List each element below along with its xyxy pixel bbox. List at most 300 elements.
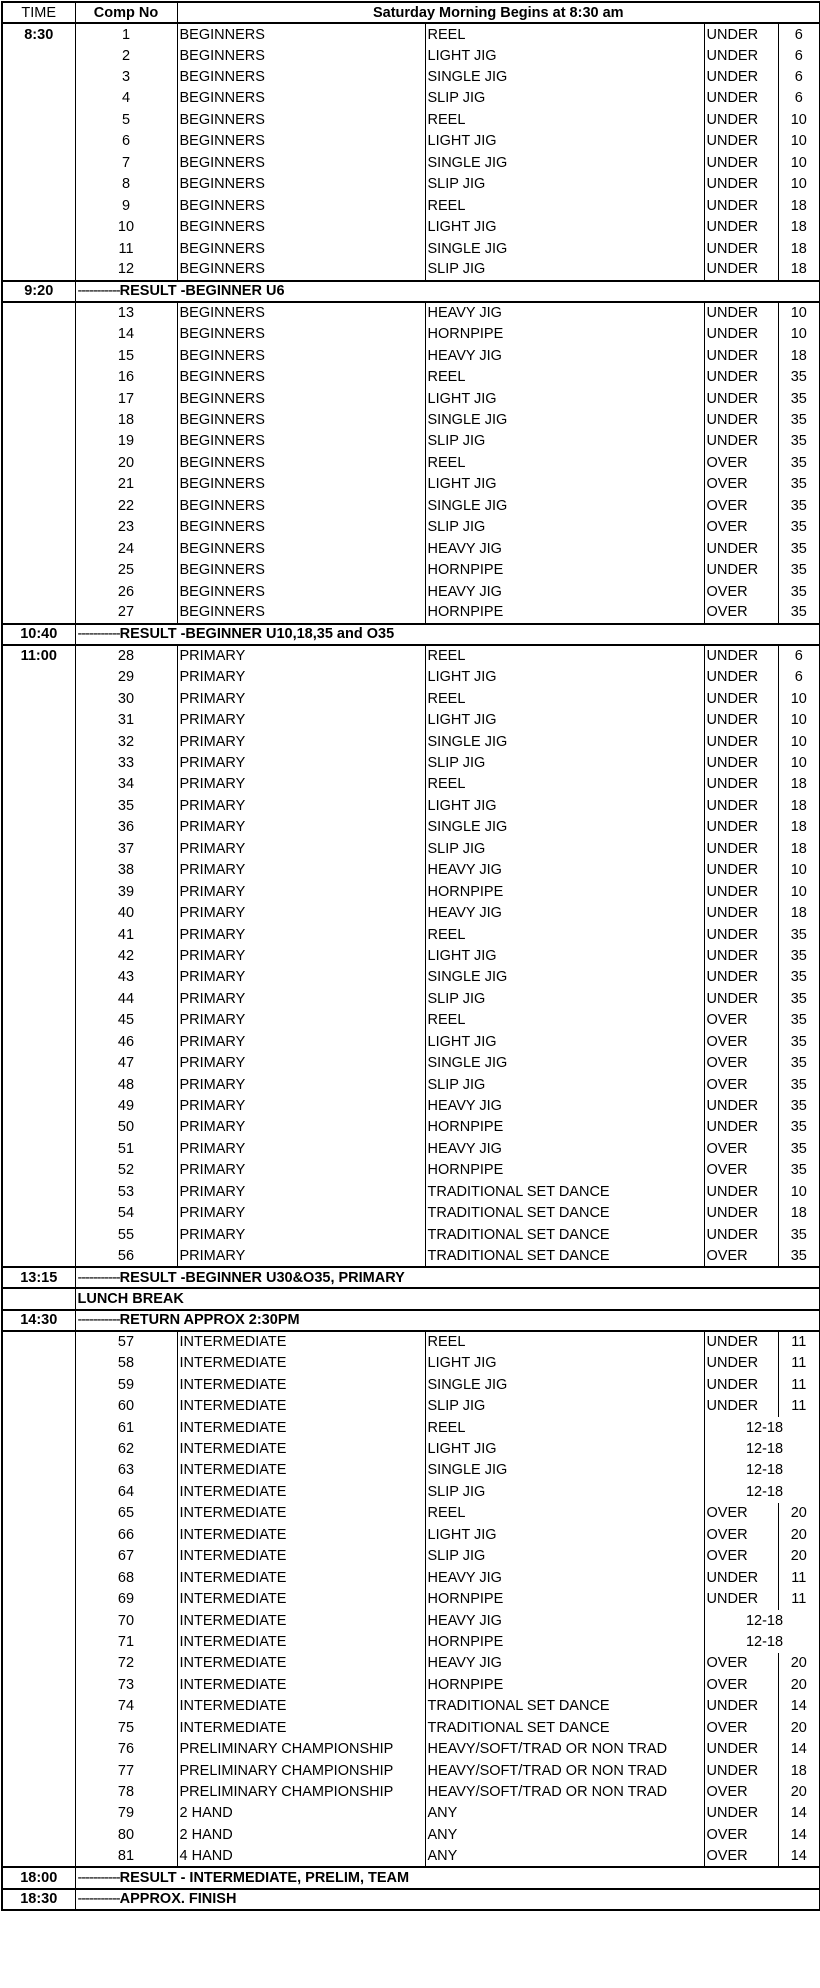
level-cell: INTERMEDIATE	[177, 1374, 425, 1395]
competition-row	[2, 238, 820, 259]
comp-number: 37	[75, 838, 177, 859]
time-cell	[2, 1524, 75, 1545]
competition-row	[2, 945, 820, 966]
competition-row	[2, 988, 820, 1009]
comp-number: 47	[75, 1052, 177, 1073]
under-over-cell: UNDER	[704, 559, 778, 580]
level-cell: BEGINNERS	[177, 238, 425, 259]
dance-cell: TRADITIONAL SET DANCE	[425, 1696, 704, 1717]
time-cell	[2, 1374, 75, 1395]
competition-row	[2, 1374, 820, 1395]
time-cell	[2, 538, 75, 559]
time-cell	[2, 1481, 75, 1502]
age-cell: 10	[778, 752, 820, 773]
time-cell	[2, 1546, 75, 1567]
message-text: LUNCH BREAK	[77, 1290, 184, 1307]
dance-cell: HORNPIPE	[425, 881, 704, 902]
time-cell	[2, 1653, 75, 1674]
time-cell	[2, 66, 75, 87]
comp-number: 9	[75, 195, 177, 216]
competition-row	[2, 1803, 820, 1824]
comp-number: 45	[75, 1010, 177, 1031]
level-cell: PRELIMINARY CHAMPIONSHIP	[177, 1781, 425, 1802]
level-cell: PRIMARY	[177, 667, 425, 688]
time-cell	[2, 1803, 75, 1824]
dance-cell: SLIP JIG	[425, 1481, 704, 1502]
comp-number: 66	[75, 1524, 177, 1545]
level-cell: 4 HAND	[177, 1846, 425, 1867]
session-title: Saturday Morning Begins at 8:30 am	[177, 2, 820, 23]
time-cell: 14:30	[2, 1310, 75, 1331]
comp-number: 51	[75, 1138, 177, 1159]
competition-row	[2, 1203, 820, 1224]
under-over-cell: OVER	[704, 1674, 778, 1695]
age-cell: 11	[778, 1353, 820, 1374]
dance-cell: LIGHT JIG	[425, 1353, 704, 1374]
level-cell: BEGINNERS	[177, 345, 425, 366]
competition-row	[2, 1138, 820, 1159]
competition-row	[2, 1610, 820, 1631]
level-cell: BEGINNERS	[177, 581, 425, 602]
competition-row	[2, 667, 820, 688]
competition-row	[2, 195, 820, 216]
comp-number: 20	[75, 452, 177, 473]
level-cell: INTERMEDIATE	[177, 1460, 425, 1481]
age-cell: 18	[778, 902, 820, 923]
under-over-cell: UNDER	[704, 409, 778, 430]
dance-cell: SLIP JIG	[425, 1546, 704, 1567]
dance-cell: HORNPIPE	[425, 1588, 704, 1609]
dance-cell: LIGHT JIG	[425, 45, 704, 66]
age-cell: 35	[778, 366, 820, 387]
competition-row	[2, 1588, 820, 1609]
comp-number: 12	[75, 259, 177, 280]
under-over-cell: UNDER	[704, 924, 778, 945]
competition-row	[2, 902, 820, 923]
age-cell: 10	[778, 1181, 820, 1202]
dance-cell: REEL	[425, 645, 704, 666]
level-cell: PRIMARY	[177, 774, 425, 795]
comp-number: 77	[75, 1760, 177, 1781]
age-cell: 35	[778, 924, 820, 945]
comp-number: 25	[75, 559, 177, 580]
comp-number: 6	[75, 131, 177, 152]
level-cell: PRELIMINARY CHAMPIONSHIP	[177, 1738, 425, 1759]
dance-cell: HORNPIPE	[425, 559, 704, 580]
result-row	[2, 281, 820, 302]
comp-number: 57	[75, 1331, 177, 1352]
under-over-cell: UNDER	[704, 1395, 778, 1416]
under-over-cell: UNDER	[704, 109, 778, 130]
dance-cell: HORNPIPE	[425, 1674, 704, 1695]
time-cell	[2, 152, 75, 173]
age-cell: 14	[778, 1738, 820, 1759]
age-cell: 6	[778, 88, 820, 109]
dance-cell: SINGLE JIG	[425, 152, 704, 173]
under-over-cell: UNDER	[704, 709, 778, 730]
time-cell	[2, 216, 75, 237]
dance-cell: TRADITIONAL SET DANCE	[425, 1245, 704, 1266]
time-cell	[2, 1095, 75, 1116]
comp-number: 10	[75, 216, 177, 237]
level-cell: PRIMARY	[177, 1117, 425, 1138]
level-cell: INTERMEDIATE	[177, 1395, 425, 1416]
time-cell	[2, 602, 75, 623]
competition-row	[2, 259, 820, 280]
competition-row	[2, 1653, 820, 1674]
competition-row	[2, 152, 820, 173]
time-cell	[2, 559, 75, 580]
age-cell: 14	[778, 1846, 820, 1867]
age-cell: 6	[778, 23, 820, 44]
competition-row	[2, 66, 820, 87]
competition-row	[2, 1331, 820, 1352]
under-over-cell: OVER	[704, 474, 778, 495]
competition-row	[2, 581, 820, 602]
comp-number: 40	[75, 902, 177, 923]
dance-cell: SINGLE JIG	[425, 1052, 704, 1073]
result-row	[2, 1889, 820, 1910]
level-cell: INTERMEDIATE	[177, 1588, 425, 1609]
age-range-cell: 12-18	[704, 1481, 820, 1502]
time-cell	[2, 1395, 75, 1416]
dash-leader: -----------	[77, 626, 120, 643]
comp-number: 73	[75, 1674, 177, 1695]
competition-row	[2, 731, 820, 752]
comp-number: 8	[75, 174, 177, 195]
time-cell	[2, 474, 75, 495]
age-cell: 10	[778, 688, 820, 709]
age-cell: 18	[778, 838, 820, 859]
dash-leader: -----------	[77, 283, 120, 300]
under-over-cell: UNDER	[704, 345, 778, 366]
age-cell: 35	[778, 431, 820, 452]
lunch-break-row	[2, 1288, 820, 1309]
time-cell: 18:00	[2, 1867, 75, 1888]
dance-cell: REEL	[425, 1331, 704, 1352]
under-over-cell: UNDER	[704, 388, 778, 409]
age-cell: 10	[778, 131, 820, 152]
comp-number: 56	[75, 1245, 177, 1266]
under-over-cell: UNDER	[704, 366, 778, 387]
under-over-cell: UNDER	[704, 988, 778, 1009]
comp-number: 35	[75, 795, 177, 816]
age-cell: 14	[778, 1696, 820, 1717]
time-cell	[2, 302, 75, 323]
age-cell: 35	[778, 559, 820, 580]
dance-cell: SINGLE JIG	[425, 1460, 704, 1481]
dance-cell: REEL	[425, 1503, 704, 1524]
under-over-cell: UNDER	[704, 1117, 778, 1138]
level-cell: BEGINNERS	[177, 559, 425, 580]
under-over-cell: OVER	[704, 1524, 778, 1545]
time-cell	[2, 967, 75, 988]
message-text: APPROX. FINISH	[119, 1891, 237, 1908]
comp-no-header: Comp No	[75, 2, 177, 23]
time-cell	[2, 667, 75, 688]
time-cell	[2, 795, 75, 816]
age-cell: 35	[778, 1010, 820, 1031]
age-cell: 20	[778, 1674, 820, 1695]
under-over-cell: UNDER	[704, 1738, 778, 1759]
competition-row	[2, 1117, 820, 1138]
level-cell: INTERMEDIATE	[177, 1503, 425, 1524]
age-cell: 10	[778, 109, 820, 130]
age-cell: 35	[778, 1138, 820, 1159]
dance-cell: SINGLE JIG	[425, 66, 704, 87]
age-cell: 11	[778, 1588, 820, 1609]
under-over-cell: UNDER	[704, 152, 778, 173]
competition-row	[2, 602, 820, 623]
level-cell: INTERMEDIATE	[177, 1331, 425, 1352]
comp-number: 5	[75, 109, 177, 130]
competition-row	[2, 431, 820, 452]
competition-row	[2, 1524, 820, 1545]
level-cell: INTERMEDIATE	[177, 1417, 425, 1438]
competition-row	[2, 1031, 820, 1052]
competition-row	[2, 688, 820, 709]
dance-cell: TRADITIONAL SET DANCE	[425, 1181, 704, 1202]
level-cell: PRIMARY	[177, 1224, 425, 1245]
under-over-cell: OVER	[704, 1781, 778, 1802]
time-cell	[2, 495, 75, 516]
under-over-cell: OVER	[704, 1010, 778, 1031]
comp-number: 59	[75, 1374, 177, 1395]
under-over-cell: UNDER	[704, 881, 778, 902]
time-cell	[2, 1567, 75, 1588]
under-over-cell: UNDER	[704, 902, 778, 923]
time-cell	[2, 731, 75, 752]
time-cell	[2, 259, 75, 280]
comp-number: 67	[75, 1546, 177, 1567]
under-over-cell: UNDER	[704, 1567, 778, 1588]
under-over-cell: UNDER	[704, 1374, 778, 1395]
dance-cell: HEAVY JIG	[425, 581, 704, 602]
dance-cell: REEL	[425, 1010, 704, 1031]
competition-row	[2, 860, 820, 881]
competition-row	[2, 1460, 820, 1481]
time-cell	[2, 1846, 75, 1867]
level-cell: INTERMEDIATE	[177, 1353, 425, 1374]
dance-cell: LIGHT JIG	[425, 667, 704, 688]
under-over-cell: OVER	[704, 1074, 778, 1095]
comp-number: 33	[75, 752, 177, 773]
message-text: RESULT -BEGINNER U30&O35, PRIMARY	[119, 1269, 405, 1286]
competition-row	[2, 452, 820, 473]
dance-cell: REEL	[425, 452, 704, 473]
competition-row	[2, 1010, 820, 1031]
comp-number: 34	[75, 774, 177, 795]
competition-row	[2, 366, 820, 387]
dance-cell: HORNPIPE	[425, 1117, 704, 1138]
age-cell: 18	[778, 345, 820, 366]
level-cell: PRIMARY	[177, 688, 425, 709]
comp-number: 79	[75, 1803, 177, 1824]
time-cell: 11:00	[2, 645, 75, 666]
time-cell	[2, 860, 75, 881]
competition-row	[2, 881, 820, 902]
time-cell	[2, 1631, 75, 1652]
time-cell	[2, 1460, 75, 1481]
under-over-cell: OVER	[704, 1160, 778, 1181]
dance-cell: HEAVY JIG	[425, 860, 704, 881]
level-cell: BEGINNERS	[177, 452, 425, 473]
age-cell: 10	[778, 174, 820, 195]
under-over-cell: UNDER	[704, 131, 778, 152]
time-cell	[2, 1074, 75, 1095]
competition-row	[2, 302, 820, 323]
time-cell	[2, 709, 75, 730]
comp-number: 21	[75, 474, 177, 495]
age-range-cell: 12-18	[704, 1631, 820, 1652]
comp-number: 54	[75, 1203, 177, 1224]
under-over-cell: UNDER	[704, 1203, 778, 1224]
comp-number: 75	[75, 1717, 177, 1738]
comp-number: 50	[75, 1117, 177, 1138]
age-range-cell: 12-18	[704, 1438, 820, 1459]
age-cell: 14	[778, 1824, 820, 1845]
dance-cell: HORNPIPE	[425, 1160, 704, 1181]
age-cell: 35	[778, 517, 820, 538]
dance-cell: HEAVY/SOFT/TRAD OR NON TRAD	[425, 1781, 704, 1802]
under-over-cell: UNDER	[704, 216, 778, 237]
age-cell: 6	[778, 66, 820, 87]
level-cell: PRIMARY	[177, 795, 425, 816]
time-cell	[2, 174, 75, 195]
comp-number: 52	[75, 1160, 177, 1181]
competition-row	[2, 1095, 820, 1116]
competition-row	[2, 109, 820, 130]
age-cell: 10	[778, 152, 820, 173]
under-over-cell: UNDER	[704, 66, 778, 87]
time-cell: 13:15	[2, 1267, 75, 1288]
level-cell: BEGINNERS	[177, 495, 425, 516]
level-cell: PRIMARY	[177, 1138, 425, 1159]
age-cell: 35	[778, 988, 820, 1009]
level-cell: PRIMARY	[177, 902, 425, 923]
level-cell: INTERMEDIATE	[177, 1524, 425, 1545]
time-cell	[2, 345, 75, 366]
schedule-table	[1, 1, 820, 1911]
level-cell: BEGINNERS	[177, 324, 425, 345]
time-cell	[2, 1203, 75, 1224]
level-cell: PRIMARY	[177, 1181, 425, 1202]
age-cell: 18	[778, 216, 820, 237]
competition-row	[2, 324, 820, 345]
age-range-cell: 12-18	[704, 1417, 820, 1438]
competition-row	[2, 1074, 820, 1095]
competition-row	[2, 1674, 820, 1695]
level-cell: INTERMEDIATE	[177, 1653, 425, 1674]
time-cell	[2, 1503, 75, 1524]
competition-row	[2, 1846, 820, 1867]
comp-number: 81	[75, 1846, 177, 1867]
competition-row	[2, 1245, 820, 1266]
competition-row	[2, 709, 820, 730]
dance-cell: SLIP JIG	[425, 174, 704, 195]
under-over-cell: OVER	[704, 1846, 778, 1867]
dash-leader: -----------	[77, 1269, 120, 1286]
under-over-cell: UNDER	[704, 1331, 778, 1352]
dance-cell: LIGHT JIG	[425, 131, 704, 152]
level-cell: INTERMEDIATE	[177, 1674, 425, 1695]
level-cell: PRELIMINARY CHAMPIONSHIP	[177, 1760, 425, 1781]
time-cell	[2, 1610, 75, 1631]
comp-number: 16	[75, 366, 177, 387]
time-cell	[2, 195, 75, 216]
level-cell: PRIMARY	[177, 709, 425, 730]
under-over-cell: OVER	[704, 1653, 778, 1674]
age-cell: 10	[778, 881, 820, 902]
dance-cell: LIGHT JIG	[425, 1031, 704, 1052]
level-cell: PRIMARY	[177, 1010, 425, 1031]
comp-number: 1	[75, 23, 177, 44]
comp-number: 15	[75, 345, 177, 366]
comp-number: 65	[75, 1503, 177, 1524]
comp-number: 4	[75, 88, 177, 109]
time-cell	[2, 1717, 75, 1738]
comp-number: 22	[75, 495, 177, 516]
under-over-cell: UNDER	[704, 731, 778, 752]
competition-row	[2, 559, 820, 580]
result-message	[75, 1310, 820, 1331]
level-cell: 2 HAND	[177, 1803, 425, 1824]
time-cell	[2, 1117, 75, 1138]
level-cell: PRIMARY	[177, 1052, 425, 1073]
under-over-cell: UNDER	[704, 1224, 778, 1245]
dance-cell: SINGLE JIG	[425, 1374, 704, 1395]
dance-cell: REEL	[425, 924, 704, 945]
age-cell: 18	[778, 259, 820, 280]
competition-row	[2, 1438, 820, 1459]
under-over-cell: OVER	[704, 517, 778, 538]
comp-number: 30	[75, 688, 177, 709]
under-over-cell: UNDER	[704, 431, 778, 452]
competition-row	[2, 23, 820, 44]
lunch-break-text	[75, 1288, 820, 1309]
age-cell: 35	[778, 538, 820, 559]
time-cell	[2, 581, 75, 602]
age-cell: 35	[778, 1031, 820, 1052]
dance-cell: SINGLE JIG	[425, 409, 704, 430]
age-cell: 20	[778, 1524, 820, 1545]
time-cell	[2, 409, 75, 430]
comp-number: 11	[75, 238, 177, 259]
competition-row	[2, 1546, 820, 1567]
competition-row	[2, 1181, 820, 1202]
under-over-cell: UNDER	[704, 259, 778, 280]
under-over-cell: OVER	[704, 1138, 778, 1159]
under-over-cell: UNDER	[704, 967, 778, 988]
under-over-cell: UNDER	[704, 88, 778, 109]
comp-number: 31	[75, 709, 177, 730]
competition-row	[2, 1567, 820, 1588]
dance-cell: SLIP JIG	[425, 752, 704, 773]
time-cell	[2, 45, 75, 66]
age-cell: 14	[778, 1803, 820, 1824]
level-cell: BEGINNERS	[177, 259, 425, 280]
under-over-cell: UNDER	[704, 238, 778, 259]
result-row	[2, 1267, 820, 1288]
comp-number: 49	[75, 1095, 177, 1116]
result-message	[75, 1867, 820, 1888]
time-cell	[2, 817, 75, 838]
level-cell: INTERMEDIATE	[177, 1610, 425, 1631]
time-cell	[2, 88, 75, 109]
age-cell: 6	[778, 667, 820, 688]
age-cell: 35	[778, 967, 820, 988]
level-cell: INTERMEDIATE	[177, 1696, 425, 1717]
